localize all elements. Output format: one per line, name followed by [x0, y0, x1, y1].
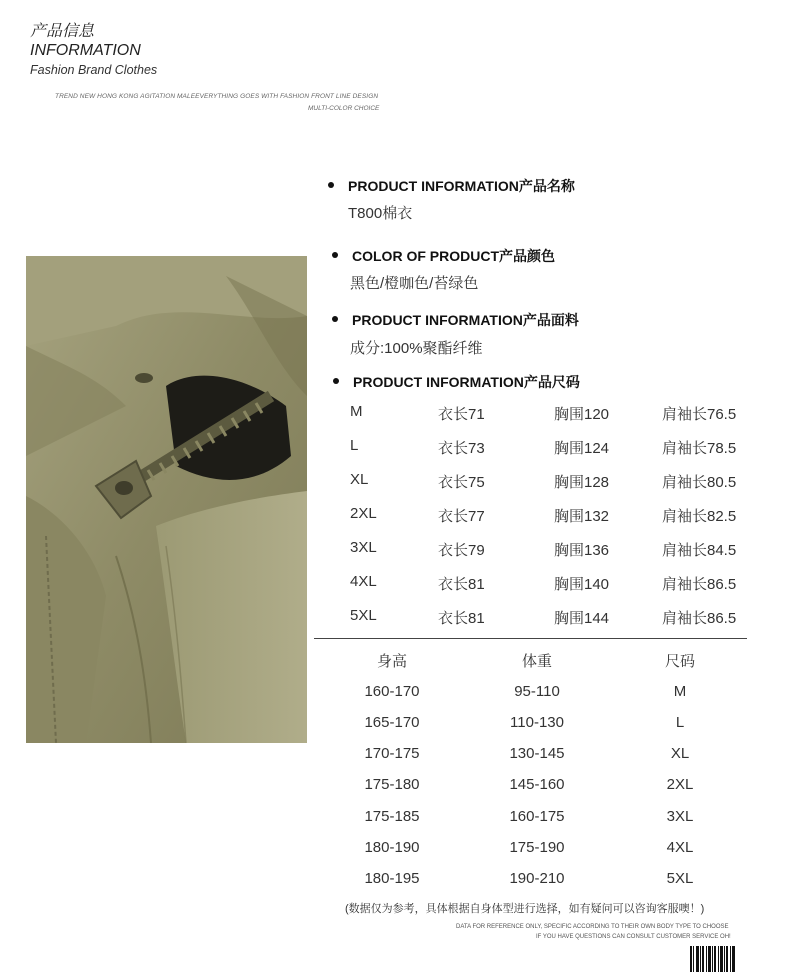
- section-fabric-title: PRODUCT INFORMATION产品面料: [332, 310, 579, 330]
- tagline-2: MULTI-COLOR CHOICE: [308, 105, 380, 112]
- section-name-title: PRODUCT INFORMATION产品名称: [328, 176, 575, 196]
- size-row: M 衣长71 胸围120 肩袖长76.5: [350, 403, 737, 423]
- header-subtitle: Fashion Brand Clothes: [30, 63, 158, 77]
- bullet-icon: [332, 316, 338, 322]
- reference-row: 160-170 95-110 M: [364, 683, 687, 700]
- section-size-title: PRODUCT INFORMATION产品尺码: [333, 372, 580, 392]
- product-photo: [26, 256, 307, 743]
- table-divider: [314, 638, 747, 639]
- disclaimer-2: IF YOU HAVE QUESTIONS CAN CONSULT CUSTOMER SERVICE OH!: [536, 934, 731, 940]
- reference-note: (数据仅为参考，具体根据自身体型进行选择，如有疑问可以咨询客服噢！): [345, 903, 705, 915]
- barcode-icon: [690, 946, 736, 972]
- header-title-en: INFORMATION: [30, 42, 141, 59]
- disclaimer-1: DATA FOR REFERENCE ONLY, SPECIFIC ACCORDING TO THEIR OWN BODY TYPE TO CHOOSE: [456, 924, 729, 930]
- reference-row: 175-185 160-175 3XL: [364, 808, 694, 825]
- reference-row: 175-180 145-160 2XL: [364, 776, 694, 793]
- section-color-value: 黑色/橙咖色/苔绿色: [350, 275, 479, 292]
- size-row: L 衣长73 胸围124 肩袖长78.5: [350, 437, 737, 457]
- size-row: 4XL 衣长81 胸围140 肩袖长86.5: [350, 573, 737, 593]
- bullet-icon: [333, 378, 339, 384]
- size-row: 2XL 衣长77 胸围132 肩袖长82.5: [350, 505, 737, 525]
- reference-row: 180-195 190-210 5XL: [364, 870, 694, 887]
- reference-row: 180-190 175-190 4XL: [364, 839, 694, 856]
- section-fabric-value: 成分:100%聚酯纤维: [350, 340, 483, 357]
- section-color-title: COLOR OF PRODUCT产品颜色: [332, 246, 555, 266]
- reference-header-row: 身高 体重 尺码: [376, 653, 695, 670]
- tagline-1: TREND NEW HONG KONG AGITATION MALEEVERYTHING GOES WITH FASHION FRONT LINE DESIGN: [55, 93, 379, 100]
- reference-row: 165-170 110-130 L: [364, 714, 685, 731]
- size-row: 5XL 衣长81 胸围144 肩袖长86.5: [350, 607, 737, 627]
- size-row: 3XL 衣长79 胸围136 肩袖长84.5: [350, 539, 737, 559]
- bullet-icon: [332, 252, 338, 258]
- section-name-value: T800棉衣: [348, 205, 413, 222]
- bullet-icon: [328, 182, 334, 188]
- header-title-cn: 产品信息: [30, 23, 95, 40]
- size-row: XL 衣长75 胸围128 肩袖长80.5: [350, 471, 737, 491]
- reference-row: 170-175 130-145 XL: [364, 745, 690, 762]
